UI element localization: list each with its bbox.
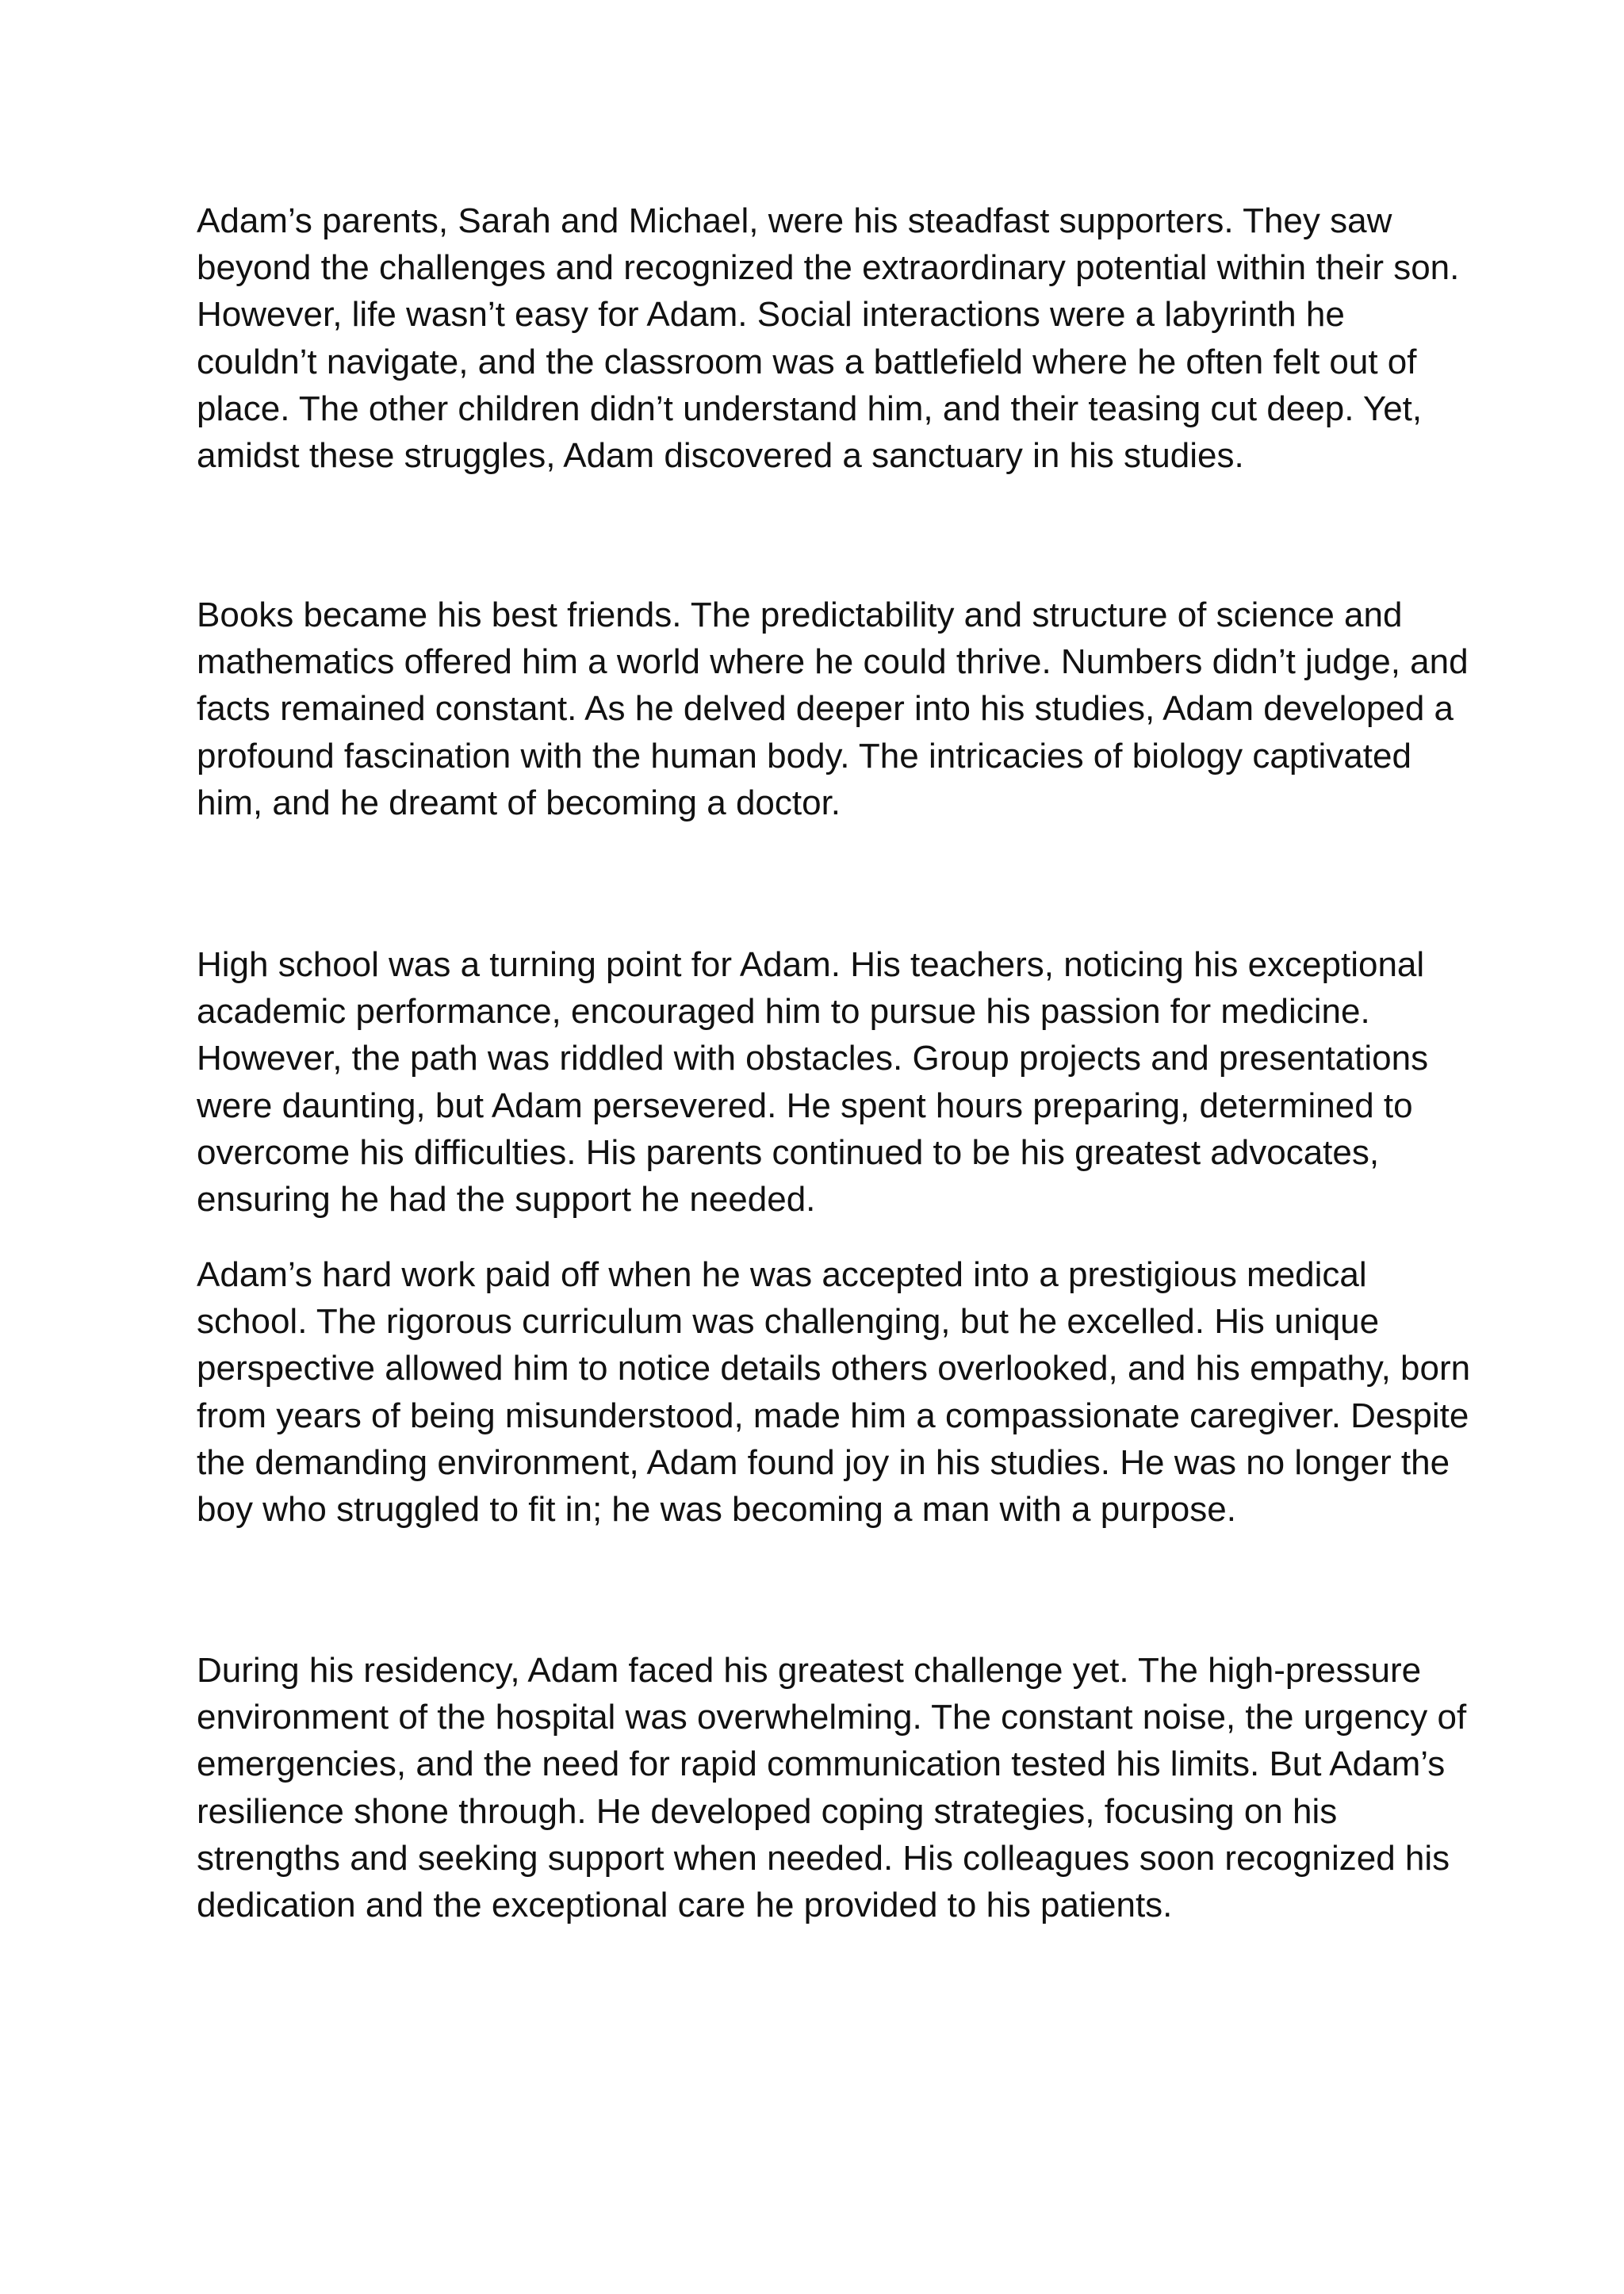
paragraph-2 (197, 592, 1497, 826)
paragraph-line: During his residency, Adam faced his greatest challenge yet. The high-pressure (197, 1651, 1422, 1690)
paragraph-4 (197, 1251, 1497, 1533)
paragraph-line: amidst these struggles, Adam discovered a sanctuary in his studies. (197, 436, 1244, 476)
paragraph-line: overcome his difficulties. His parents continued to be his greatest advocates, (197, 1132, 1380, 1172)
paragraph-line: strengths and seeking support when needed. His colleagues soon recognized his (197, 1838, 1450, 1878)
paragraph-line: place. The other children didn’t understand him, and their teasing cut deep. Yet, (197, 389, 1423, 428)
paragraph-line: However, life wasn’t easy for Adam. Social interactions were a labyrinth he (197, 295, 1345, 335)
paragraph-line: boy who struggled to fit in; he was becoming a man with a purpose. (197, 1490, 1236, 1530)
paragraph-5 (197, 1647, 1497, 1928)
paragraph-line: were daunting, but Adam persevered. He spent hours preparing, determined to (197, 1086, 1413, 1125)
paragraph-line: the demanding environment, Adam found joy in his studies. He was no longer the (197, 1442, 1450, 1482)
paragraph-line: from years of being misunderstood, made him a compassionate caregiver. Despite (197, 1396, 1469, 1435)
paragraph-line: ensuring he had the support he needed. (197, 1180, 816, 1220)
paragraph-line: Books became his best friends. The predictability and structure of science and (197, 596, 1403, 634)
paragraph-line: him, and he dreamt of becoming a doctor. (197, 783, 841, 822)
paragraph-line: academic performance, encouraged him to pursue his passion for medicine. (197, 992, 1370, 1032)
paragraph-line: profound fascination with the human body. The intricacies of biology captivated (197, 736, 1411, 776)
paragraph-line: resilience shone through. He developed coping strategies, focusing on his (197, 1791, 1338, 1831)
paragraph-line: facts remained constant. As he delved deeper into his studies, Adam developed a (197, 689, 1454, 729)
paragraph-line: environment of the hospital was overwhelming. The constant noise, the urgency of (197, 1698, 1467, 1737)
paragraph-line: school. The rigorous curriculum was challenging, but he excelled. His unique (197, 1302, 1380, 1342)
paragraph-line: However, the path was riddled with obstacles. Group projects and presentations (197, 1039, 1429, 1078)
paragraph-line: High school was a turning point for Adam. His teachers, noticing his exceptional (197, 945, 1425, 984)
paragraph-1 (197, 197, 1497, 479)
paragraph-line: Adam’s parents, Sarah and Michael, were his steadfast supporters. They saw (197, 201, 1392, 240)
paragraph-line: emergencies, and the need for rapid communication tested his limits. But Adam’s (197, 1744, 1446, 1784)
paragraph-line: couldn’t navigate, and the classroom was a battlefield where he often felt out of (197, 342, 1417, 381)
paragraph-line: dedication and the exceptional care he provided to his patients. (197, 1886, 1173, 1925)
paragraph-line: mathematics offered him a world where he could thrive. Numbers didn’t judge, and (197, 642, 1469, 682)
paragraph-3 (197, 941, 1497, 1223)
paragraph-line: Adam’s hard work paid off when he was accepted into a prestigious medical (197, 1255, 1367, 1294)
paragraph-line: beyond the challenges and recognized the extraordinary potential within their son. (197, 248, 1460, 288)
paragraph-line: perspective allowed him to notice details others overlooked, and his empathy, born (197, 1349, 1471, 1388)
